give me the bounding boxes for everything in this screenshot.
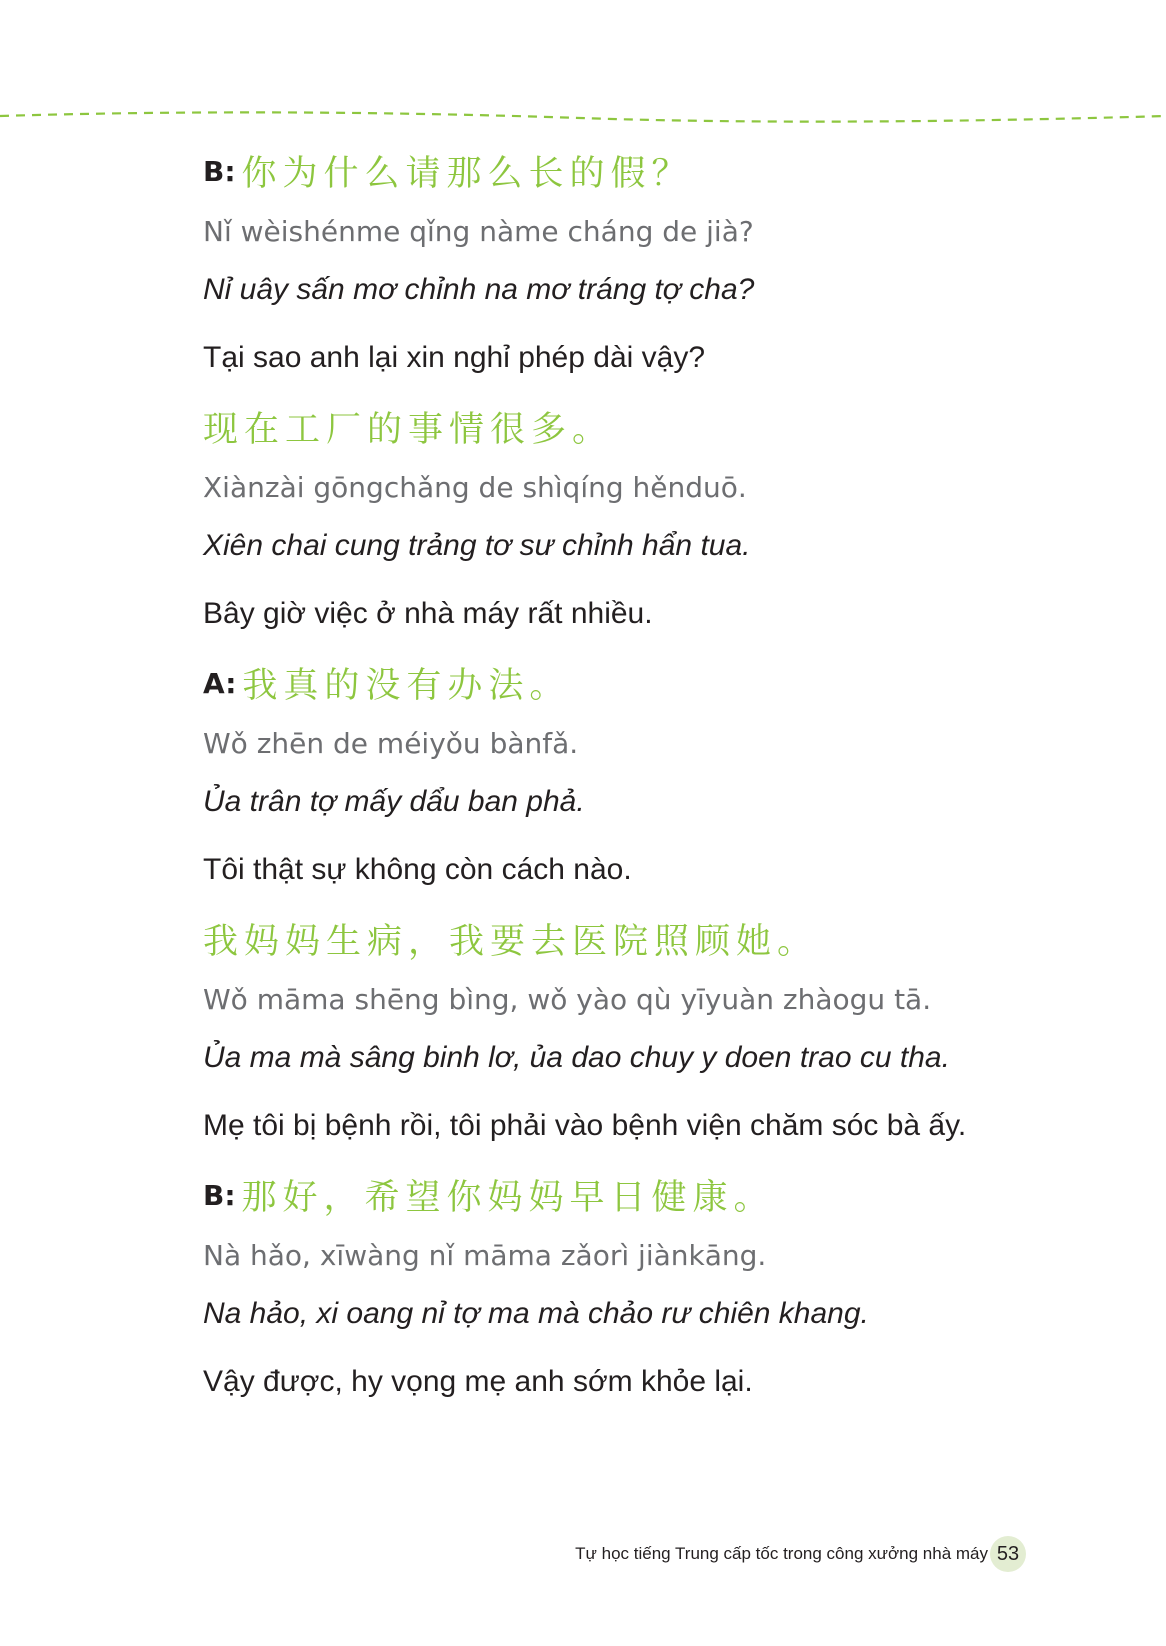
dialogue-block xyxy=(203,908,1133,1164)
phonetic-line: Nỉ uây sấn mơ chỉnh na mơ tráng tợ cha? xyxy=(203,273,755,306)
vietnamese-translation: Bây giờ việc ở nhà máy rất nhiều. xyxy=(203,597,653,630)
chinese-line xyxy=(203,652,1133,714)
dialogue-section xyxy=(203,140,1133,1420)
vietnamese-translation: Vậy được, hy vọng mẹ anh sớm khỏe lại. xyxy=(203,1365,753,1398)
chinese-line xyxy=(203,908,1133,970)
dialogue-block xyxy=(203,652,1133,908)
chinese-line xyxy=(203,1164,1133,1226)
chinese-line xyxy=(203,140,1133,202)
speaker-label: A: xyxy=(203,666,237,700)
dialogue-block xyxy=(203,1164,1133,1420)
chinese-text: 现在工厂的事情很多。 xyxy=(203,410,614,450)
chinese-line xyxy=(203,396,1133,458)
pinyin-line: Nà hǎo, xīwàng nǐ māma zǎorì jiànkāng. xyxy=(203,1238,767,1272)
chinese-text: 我真的没有办法。 xyxy=(242,666,571,706)
chinese-text: 你为什么请那么长的假？ xyxy=(241,154,693,194)
vietnamese-translation: Tôi thật sự không còn cách nào. xyxy=(203,853,632,886)
phonetic-line: Ủa trân tợ mấy dẩu ban phả. xyxy=(203,785,585,818)
dialogue-block xyxy=(203,140,1133,396)
pinyin-line: Wǒ zhēn de méiyǒu bànfǎ. xyxy=(203,726,579,760)
phonetic-line: Xiên chai cung trảng tơ sư chỉnh hẩn tua. xyxy=(203,529,751,562)
speaker-label: B: xyxy=(203,154,236,188)
page-number-badge: 53 xyxy=(990,1536,1026,1572)
dialogue-block xyxy=(203,396,1133,652)
chinese-text: 那好，希望你妈妈早日健康。 xyxy=(241,1178,775,1218)
dashed-divider xyxy=(0,104,1166,128)
pinyin-line: Xiànzài gōngchǎng de shìqíng hěnduō. xyxy=(203,470,747,504)
phonetic-line: Na hảo, xi oang nỉ tợ ma mà chảo rư chiên khang. xyxy=(203,1297,869,1330)
vietnamese-translation: Mẹ tôi bị bệnh rồi, tôi phải vào bệnh viện chăm sóc bà ấy. xyxy=(203,1109,967,1142)
speaker-label: B: xyxy=(203,1178,236,1212)
pinyin-line: Wǒ māma shēng bìng, wǒ yào qù yīyuàn zhàogu tā. xyxy=(203,982,932,1016)
pinyin-line: Nǐ wèishénme qǐng nàme cháng de jià? xyxy=(203,214,754,248)
chinese-text: 我妈妈生病，我要去医院照顾她。 xyxy=(203,922,819,962)
footer-book-title: Tự học tiếng Trung cấp tốc trong công xưởng nhà máy xyxy=(575,1544,988,1563)
vietnamese-translation: Tại sao anh lại xin nghỉ phép dài vậy? xyxy=(203,341,706,374)
phonetic-line: Ủa ma mà sâng binh lơ, ủa dao chuy y doen trao cu tha. xyxy=(203,1041,950,1074)
